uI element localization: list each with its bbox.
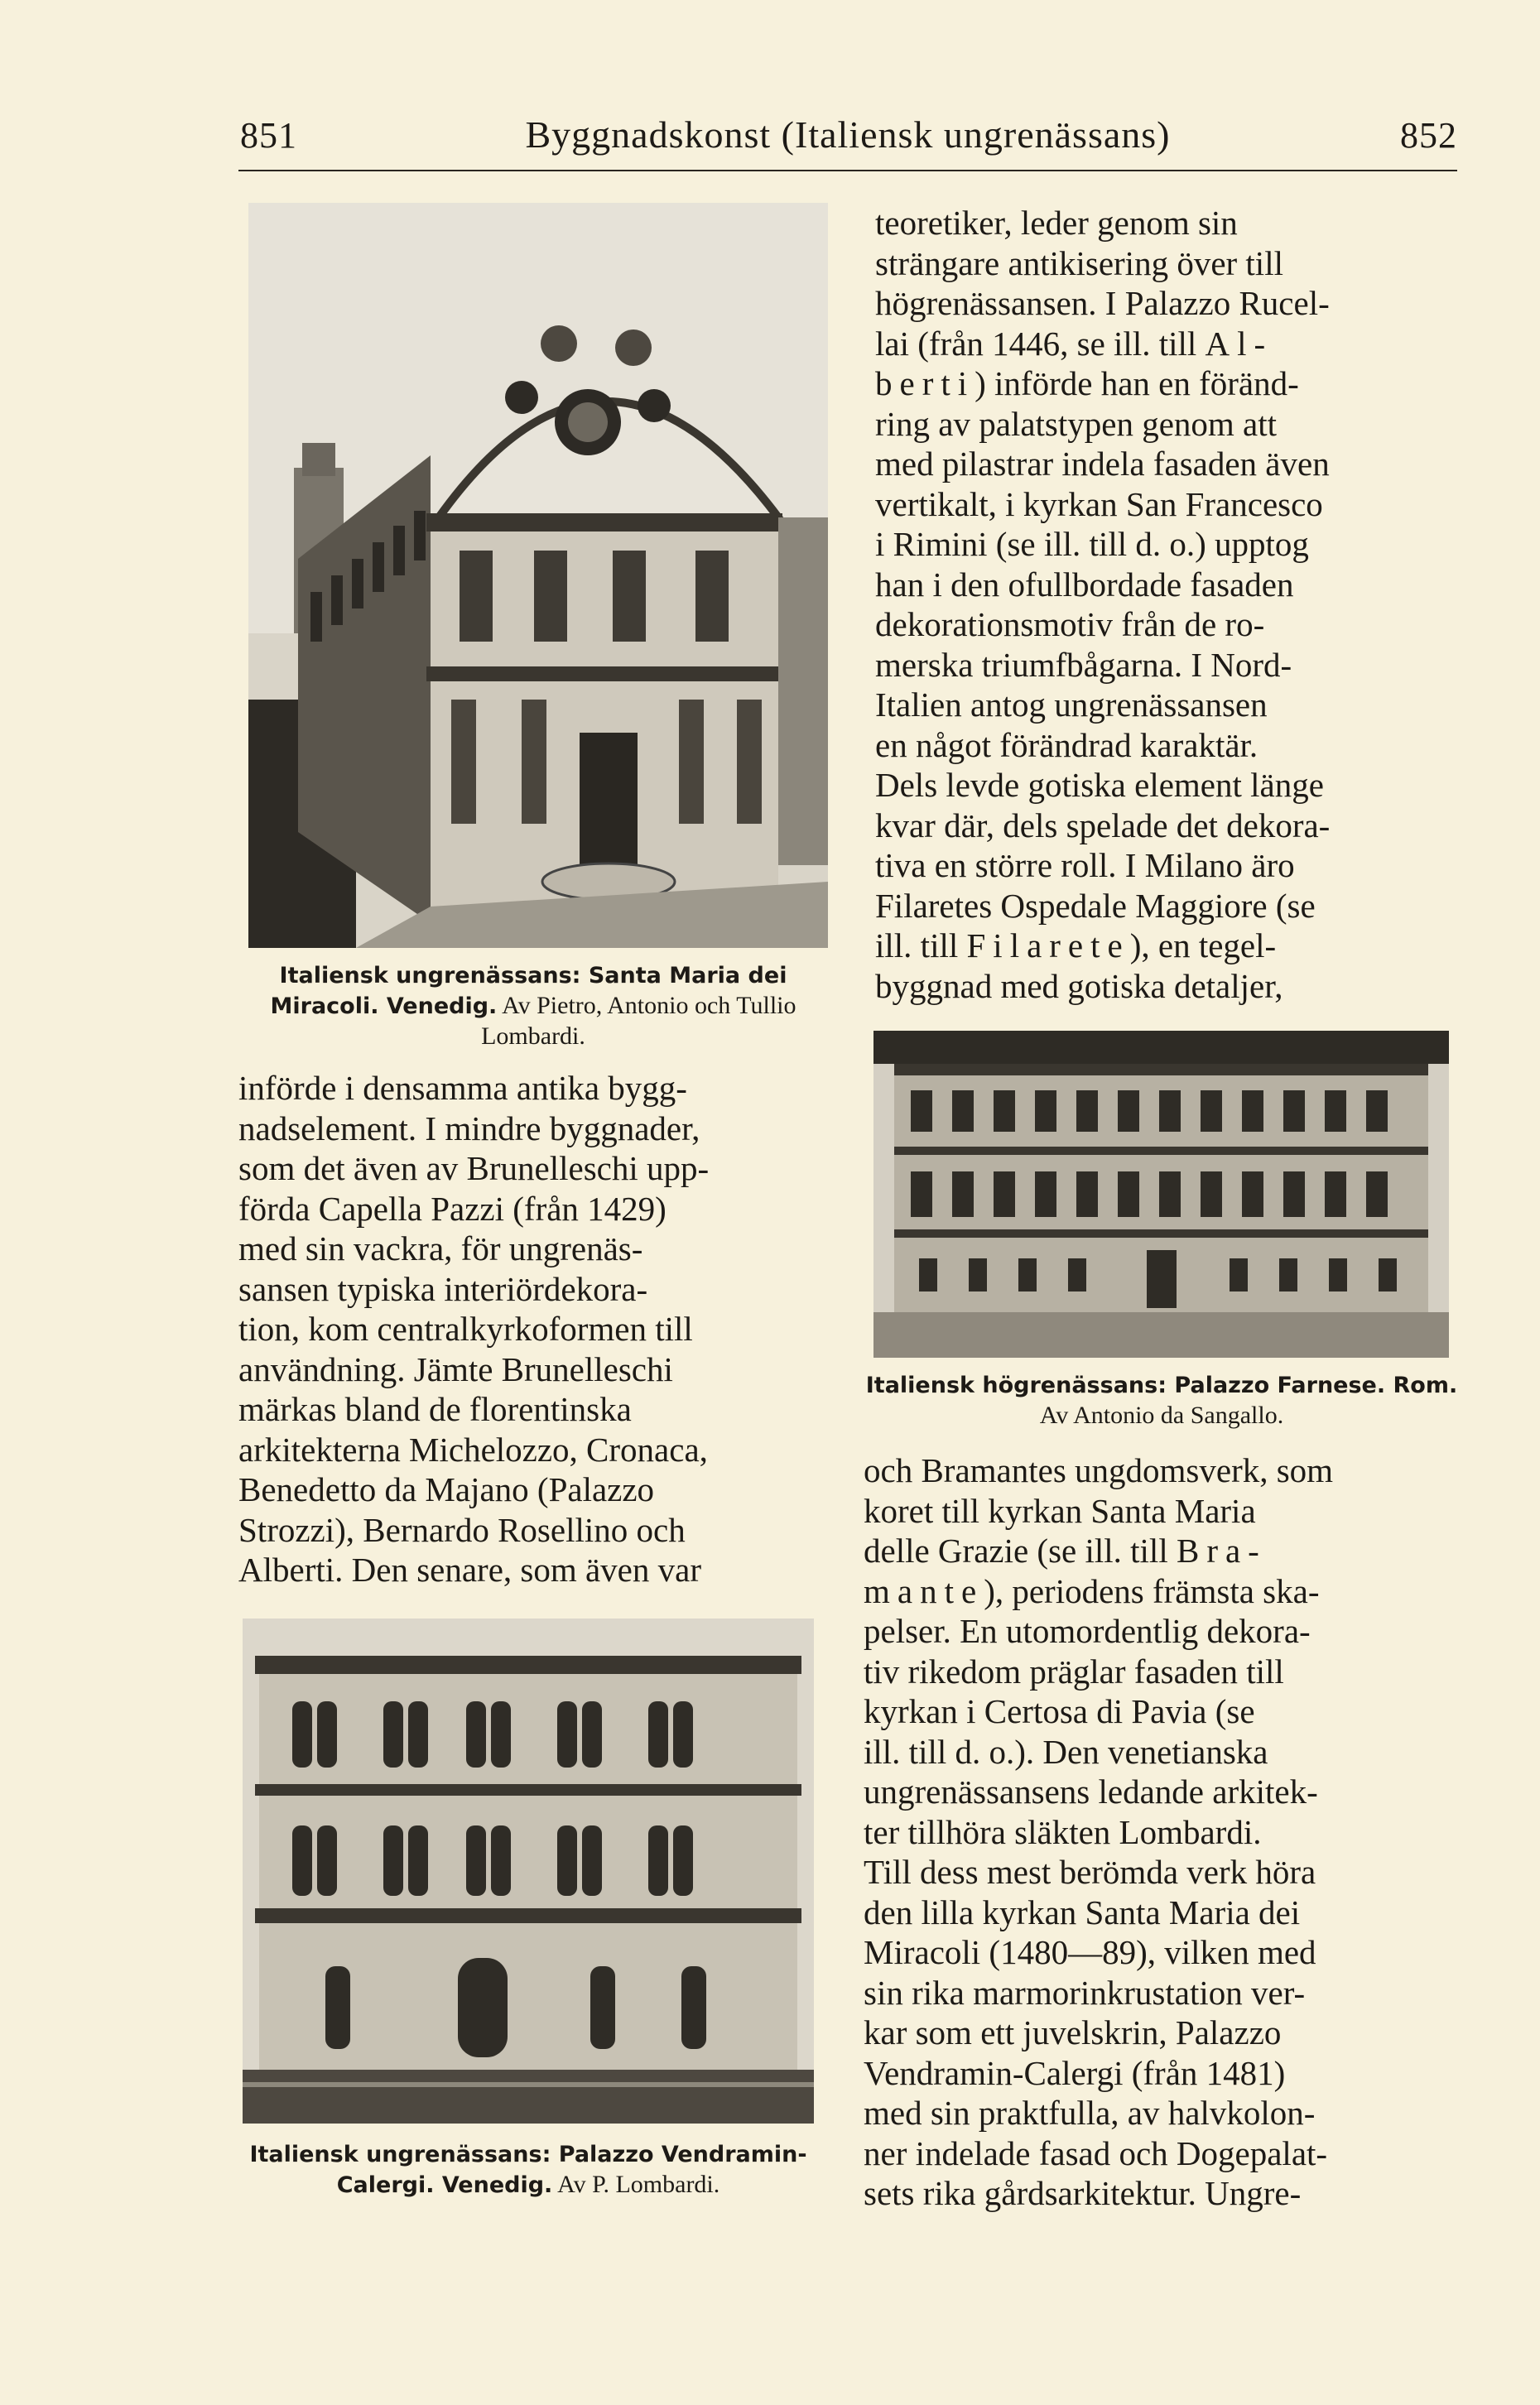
cross-reference: berti	[875, 364, 975, 402]
caption-vendramin-rest: Av P. Lombardi.	[557, 2171, 720, 2198]
photo-santa-maria-dei-miracoli	[248, 203, 828, 948]
text-line: tiva en större roll. I Milano äro	[875, 846, 1295, 884]
right-column-text-top	[875, 203, 1463, 1006]
page-header	[238, 106, 1457, 164]
cross-reference: Filarete	[966, 926, 1130, 964]
text-line: kvar där, dels spelade det dekora-	[875, 806, 1331, 844]
caption-farnese-bold: Italiensk högrenässans: Palazzo Farnese. Rom.	[865, 1373, 1458, 1398]
text-line	[864, 1531, 1453, 1571]
text-line: som det även av Brunelleschi upp-	[238, 1149, 710, 1187]
text-run: delle Grazie (se ill. till	[864, 1532, 1177, 1570]
text-line: sets rika gårdsarkitektur. Ungre-	[864, 2174, 1302, 2212]
text-line: Miracoli (1480—89), vilken med	[864, 1933, 1316, 1971]
text-line: användning. Jämte Brunelleschi	[238, 1349, 673, 1388]
cross-reference: Bra-	[1176, 1532, 1267, 1570]
page-number-right: 852	[1400, 115, 1457, 156]
caption-vendramin	[230, 2139, 826, 2201]
text-run: ill. till	[875, 926, 967, 964]
text-line: Vendramin-Calergi (från 1481)	[864, 2053, 1286, 2092]
text-line: nadselement. I mindre byggnader,	[238, 1109, 700, 1147]
text-line: ring av palatstypen genom att	[875, 404, 1278, 443]
text-line: byggnad med gotiska detaljer,	[875, 966, 1283, 1005]
text-line: sin rika marmorinkrustation ver-	[864, 1973, 1306, 2012]
right-column-text-bottom	[864, 1450, 1453, 2214]
caption-farnese-rest: Av Antonio da Sangallo.	[1039, 1402, 1284, 1429]
text-line: kyrkan i Certosa di Pavia (se	[864, 1692, 1255, 1730]
photo-palazzo-farnese	[873, 1031, 1449, 1358]
text-line: ter tillhöra släkten Lombardi.	[864, 1812, 1262, 1851]
text-line: tiv rikedom präglar fasaden till	[864, 1652, 1284, 1691]
text-line: med sin vackra, för ungrenäs-	[238, 1229, 643, 1267]
text-line: vertikalt, i kyrkan San Francesco	[875, 484, 1323, 523]
caption-farnese	[864, 1370, 1460, 1431]
text-line: en något förändrad karaktär.	[875, 725, 1258, 764]
cross-reference: Al-	[1205, 324, 1273, 363]
text-run: ), periodens främsta ska-	[984, 1571, 1320, 1610]
text-line: införde i densamma antika bygg-	[238, 1069, 687, 1107]
text-line	[875, 324, 1463, 364]
text-line: Alberti. Den senare, som även var	[238, 1551, 701, 1589]
text-line: strängare antikisering över till	[875, 243, 1283, 282]
text-line: tion, kom centralkyrkoformen till	[238, 1310, 693, 1348]
text-line: högrenässansen. I Palazzo Rucel-	[875, 284, 1330, 322]
cross-reference: mante	[864, 1571, 984, 1610]
photo-palazzo-vendramin-calergi	[243, 1619, 814, 2124]
text-line	[875, 363, 1463, 404]
text-line: pelser. En utomordentlig dekora-	[864, 1612, 1311, 1650]
text-line: med sin praktfulla, av halvkolon-	[864, 2094, 1316, 2132]
text-line	[875, 926, 1463, 966]
text-line: Strozzi), Bernardo Rosellino och	[238, 1510, 686, 1549]
text-line: ungrenässansens ledande arkitek-	[864, 1772, 1318, 1811]
text-run: ) införde han en föränd-	[975, 364, 1299, 402]
caption-santa-maria-bold: Italiensk ungrenässans: Santa Maria dei Miracoli. Venedig.	[270, 963, 787, 1019]
text-line: dekorationsmotiv från de ro-	[875, 605, 1265, 643]
text-run: ), en tegel-	[1129, 926, 1277, 964]
text-line: arkitekterna Michelozzo, Cronaca,	[238, 1430, 708, 1469]
text-line: Benedetto da Majano (Palazzo	[238, 1470, 655, 1508]
text-line: i Rimini (se ill. till d. o.) upptog	[875, 525, 1309, 563]
text-line: den lilla kyrkan Santa Maria dei	[864, 1893, 1301, 1931]
text-line: teoretiker, leder genom sin	[875, 204, 1238, 242]
text-line: Italien antog ungrenässansen	[875, 685, 1268, 724]
text-line: märkas bland de florentinska	[238, 1390, 632, 1428]
text-line: Dels levde gotiska element länge	[875, 766, 1324, 804]
left-column-text	[238, 1068, 822, 1590]
caption-santa-maria-rest: Av Pietro, Antonio och Tullio Lombardi.	[481, 992, 796, 1050]
text-line: och Bramantes ungdomsverk, som	[864, 1451, 1334, 1489]
text-line: sansen typiska interiördekora-	[238, 1269, 648, 1308]
caption-santa-maria	[238, 960, 828, 1051]
caption-vendramin-bold: Italiensk ungrenässans: Palazzo Vendramin-Calergi. Venedig.	[249, 2142, 807, 2198]
running-title: Byggnadskonst (Italiensk ungrenässans)	[525, 113, 1171, 156]
page-number-left: 851	[240, 115, 297, 156]
header-rule	[238, 170, 1457, 171]
text-line: med pilastrar indela fasaden även	[875, 445, 1330, 483]
text-line: ill. till d. o.). Den venetianska	[864, 1732, 1268, 1771]
text-line: Filaretes Ospedale Maggiore (se	[875, 886, 1316, 925]
text-line: förda Capella Pazzi (från 1429)	[238, 1189, 667, 1228]
text-run: lai (från 1446, se ill. till	[875, 324, 1206, 363]
text-line: kar som ett juvelskrin, Palazzo	[864, 2013, 1282, 2051]
text-line: merska triumfbågarna. I Nord-	[875, 645, 1292, 684]
text-line: Till dess mest berömda verk höra	[864, 1853, 1316, 1891]
text-line: ner indelade fasad och Dogepalat-	[864, 2133, 1328, 2172]
text-line: han i den ofullbordade fasaden	[875, 565, 1294, 604]
text-line	[864, 1571, 1453, 1612]
text-line: koret till kyrkan Santa Maria	[864, 1491, 1256, 1530]
